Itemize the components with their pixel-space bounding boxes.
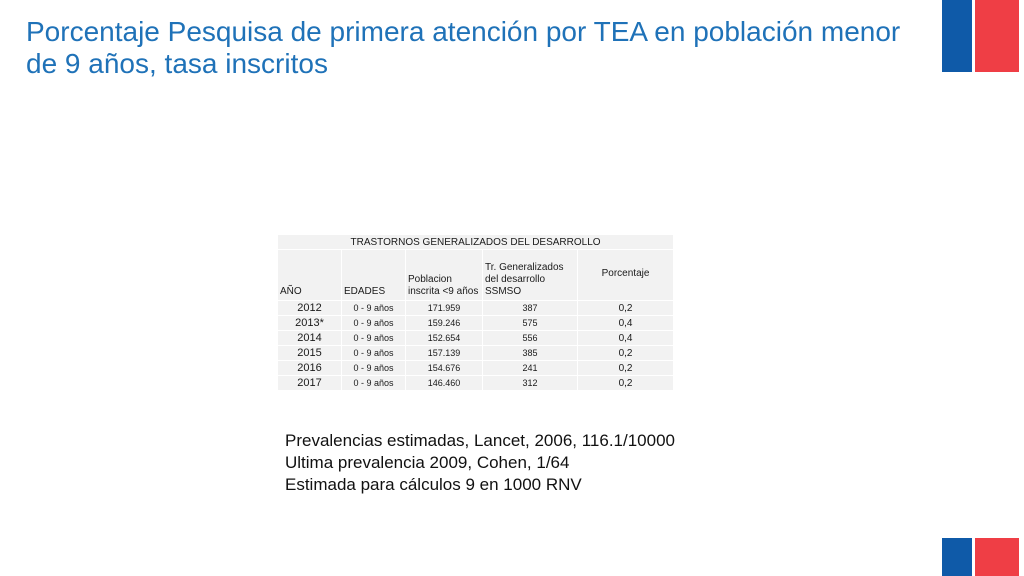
cell-percent: 0,2 bbox=[578, 346, 674, 361]
cell-cases: 241 bbox=[483, 361, 578, 376]
header-ages: EDADES bbox=[342, 250, 406, 301]
cell-ages: 0 - 9 años bbox=[342, 301, 406, 316]
cell-ages: 0 - 9 años bbox=[342, 331, 406, 346]
cell-population: 146.460 bbox=[406, 376, 483, 391]
table-row bbox=[278, 376, 674, 391]
table-row bbox=[278, 346, 674, 361]
slide-title bbox=[26, 16, 926, 80]
cell-year: 2015 bbox=[278, 346, 342, 361]
cell-percent: 0,2 bbox=[578, 361, 674, 376]
cell-ages: 0 - 9 años bbox=[342, 346, 406, 361]
note-line: Prevalencias estimadas, Lancet, 2006, 116.1/10000 bbox=[285, 431, 676, 450]
cell-percent: 0,4 bbox=[578, 316, 674, 331]
table-super-header-row bbox=[278, 235, 674, 250]
header-percent: Porcentaje bbox=[578, 250, 674, 301]
cell-population: 154.676 bbox=[406, 361, 483, 376]
cell-percent: 0,2 bbox=[578, 301, 674, 316]
cell-cases: 575 bbox=[483, 316, 578, 331]
cell-percent: 0,2 bbox=[578, 376, 674, 391]
tgd-data-table bbox=[277, 234, 674, 391]
table-row bbox=[278, 361, 674, 376]
header-disorders: Tr. Generalizados del desarrollo SSMSO bbox=[483, 250, 578, 301]
cell-year: 2014 bbox=[278, 331, 342, 346]
cell-cases: 385 bbox=[483, 346, 578, 361]
header-population: Poblacion inscrita <9 años bbox=[406, 250, 483, 301]
cell-ages: 0 - 9 años bbox=[342, 376, 406, 391]
cell-cases: 312 bbox=[483, 376, 578, 391]
note-line: Estimada para cálculos 9 en 1000 RNV bbox=[285, 475, 582, 494]
cell-population: 159.246 bbox=[406, 316, 483, 331]
cell-ages: 0 - 9 años bbox=[342, 316, 406, 331]
flag-stripes-bottom bbox=[942, 538, 1019, 576]
flag-red-stripe bbox=[975, 0, 1019, 72]
table-super-header: TRASTORNOS GENERALIZADOS DEL DESARROLLO bbox=[278, 235, 674, 250]
table-header-row bbox=[278, 250, 674, 301]
cell-year: 2017 bbox=[278, 376, 342, 391]
slide-title-line-2: de 9 años, tasa inscritos bbox=[26, 48, 328, 79]
table-row bbox=[278, 316, 674, 331]
cell-year: 2013* bbox=[278, 316, 342, 331]
cell-population: 171.959 bbox=[406, 301, 483, 316]
cell-ages: 0 - 9 años bbox=[342, 361, 406, 376]
cell-population: 157.139 bbox=[406, 346, 483, 361]
cell-year: 2016 bbox=[278, 361, 342, 376]
table-row bbox=[278, 331, 674, 346]
flag-blue-stripe bbox=[942, 0, 972, 72]
slide-title-line-1: Porcentaje Pesquisa de primera atención por TEA en población menor bbox=[26, 16, 901, 47]
cell-population: 152.654 bbox=[406, 331, 483, 346]
note-line: Ultima prevalencia 2009, Cohen, 1/64 bbox=[285, 453, 570, 472]
header-year: AÑO bbox=[278, 250, 342, 301]
table-row bbox=[278, 301, 674, 316]
cell-year: 2012 bbox=[278, 301, 342, 316]
flag-stripes-top bbox=[942, 0, 1019, 72]
flag-blue-stripe bbox=[942, 538, 972, 576]
cell-percent: 0,4 bbox=[578, 331, 674, 346]
flag-red-stripe bbox=[975, 538, 1019, 576]
cell-cases: 387 bbox=[483, 301, 578, 316]
cell-cases: 556 bbox=[483, 331, 578, 346]
prevalence-notes bbox=[285, 430, 675, 496]
